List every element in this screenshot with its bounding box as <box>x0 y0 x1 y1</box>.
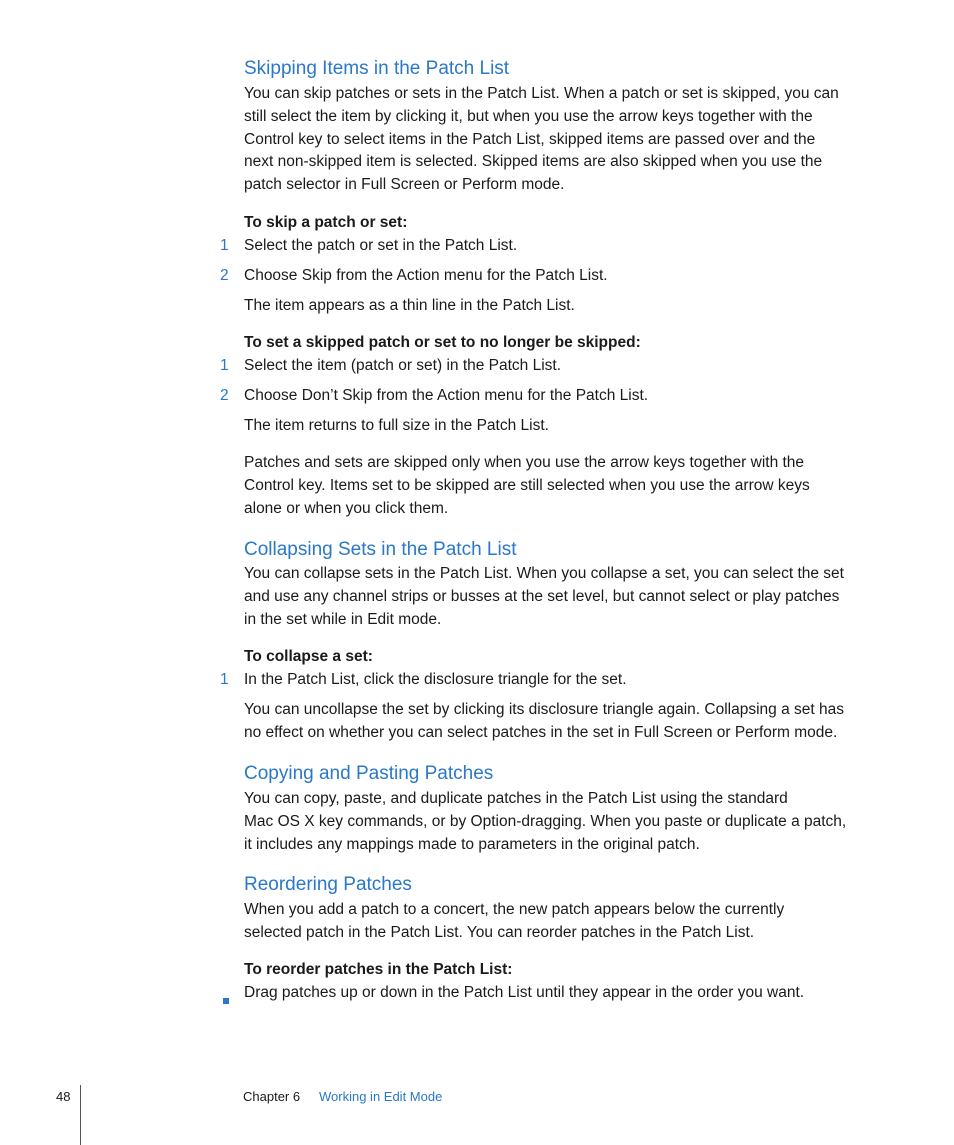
section-heading-skipping: Skipping Items in the Patch List <box>244 58 510 79</box>
footer-divider <box>80 1085 81 1145</box>
text-line: patch selector in Full Screen or Perform mode. <box>244 176 565 194</box>
text-line: You can uncollapse the set by clicking its disclosure triangle again. Collapsing a set has <box>244 701 844 718</box>
task-title-skip: To skip a patch or set: <box>244 214 408 231</box>
text-line: Control key. Items set to be skipped are still selected when you use the arrow keys <box>244 476 810 494</box>
task-title-unskip: To set a skipped patch or set to no longer be skipped: <box>244 334 641 351</box>
footer-chapter-title: Working in Edit Mode <box>319 1089 443 1104</box>
text-line: The item returns to full size in the Patch List. <box>244 417 549 434</box>
text-line: You can copy, paste, and duplicate patches in the Patch List using the standard <box>244 790 788 807</box>
text-line: Control key to select items in the Patch List, skipped items are passed over and the <box>244 130 816 148</box>
step-text: Select the patch or set in the Patch List. <box>244 237 518 254</box>
step-text: Choose Don’t Skip from the Action menu for the Patch List. <box>244 387 649 404</box>
step-number: 1 <box>220 671 229 688</box>
text-line: selected patch in the Patch List. You can reorder patches in the Patch List. <box>244 923 755 941</box>
text-line: You can skip patches or sets in the Patch List. When a patch or set is skipped, you can <box>244 85 839 102</box>
step-number: 1 <box>220 357 229 374</box>
step-text: Select the item (patch or set) in the Patch List. <box>244 357 562 374</box>
page-number: 48 <box>56 1089 71 1104</box>
collapse-result-paragraph <box>244 699 874 745</box>
skipping-intro-paragraph <box>244 83 874 197</box>
text-line: and use any channel strips or busses at the set level, but cannot select or play patches <box>244 587 840 605</box>
section-heading-collapsing: Collapsing Sets in the Patch List <box>244 539 517 560</box>
text-line: next non-skipped item is selected. Skipped items are also skipped when you use the <box>244 153 823 171</box>
step-text: In the Patch List, click the disclosure triangle for the set. <box>244 671 627 688</box>
text-line: You can collapse sets in the Patch List. When you collapse a set, you can select the set <box>244 565 844 582</box>
text-line: no effect on whether you can select patches in the set in Full Screen or Perform mode. <box>244 723 838 741</box>
reordering-intro-paragraph <box>244 899 874 945</box>
text-line: Patches and sets are skipped only when you use the arrow keys together with the <box>244 454 805 471</box>
task-title-collapse: To collapse a set: <box>244 648 373 665</box>
text-line: still select the item by clicking it, but when you use the arrow keys together with the <box>244 107 813 125</box>
bullet-square-icon <box>223 989 237 1011</box>
text-line: alone or when you click them. <box>244 499 449 517</box>
step-number: 2 <box>220 387 229 404</box>
footer-chapter-label: Chapter 6 <box>243 1089 301 1104</box>
task-title-reorder: To reorder patches in the Patch List: <box>244 961 513 978</box>
section-heading-reordering: Reordering Patches <box>244 874 412 895</box>
text-line: it includes any mappings made to parameters in the original patch. <box>244 835 700 853</box>
step-text: Choose Skip from the Action menu for the Patch List. <box>244 267 608 284</box>
step-result <box>244 415 874 438</box>
collapsing-intro-paragraph <box>244 563 874 631</box>
step-number: 1 <box>220 237 229 254</box>
step-result <box>244 295 874 318</box>
copying-intro-paragraph <box>244 788 874 856</box>
text-line: The item appears as a thin line in the Patch List. <box>244 297 575 314</box>
text-line: Mac OS X key commands, or by Option-dragging. When you paste or duplicate a patch, <box>244 812 847 830</box>
bullet-text: Drag patches up or down in the Patch List until they appear in the order you want. <box>244 984 805 1001</box>
skipping-note-paragraph <box>244 452 874 520</box>
step-number: 2 <box>220 267 229 284</box>
section-heading-copying: Copying and Pasting Patches <box>244 763 494 784</box>
text-line: When you add a patch to a concert, the new patch appears below the currently <box>244 901 785 918</box>
text-line: in the set while in Edit mode. <box>244 610 442 628</box>
